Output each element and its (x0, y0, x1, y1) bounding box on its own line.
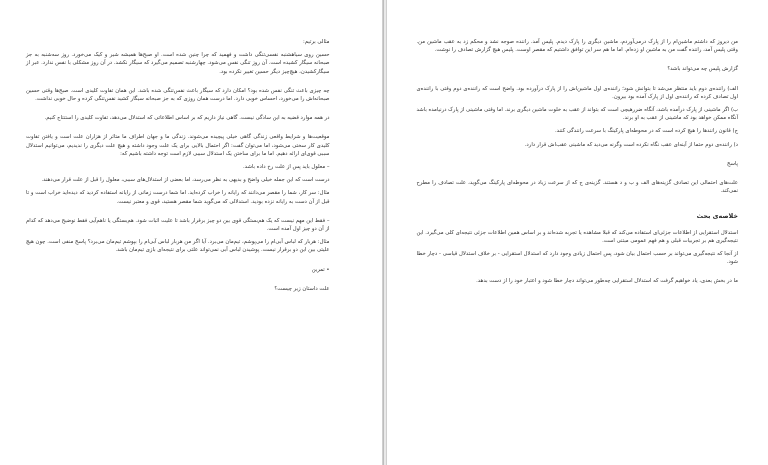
paragraph: استدلال استقرایی از اطلاعات جزئی‌ای استفاده می‌کند که قبلا مشاهده یا تجربه شده‌اند و بر اساس همین اطلاعات جزئی نتیجه‌ای کلی می‌گیرد. این نتیجه‌گیری هم بر تجربیات قبلی و هم فهم عمومی مبتنی است. (416, 229, 738, 244)
example-paragraph: مثال: هربار که لباس آبی‌ام را می‌پوشم، تیم‌مان می‌برد. آیا اگر من هربار لباس آبی‌ام را بپوشم تیم‌مان می‌برد؟ پاسخ منفی است. چون هیچ علیتی بین این دو برقرار نیست. پوشیدن لباس آبی نمی‌تواند علتی برای نتیجه‌ای بازی تیم‌مان باشد. (26, 239, 330, 254)
option-b: ب) اگر ماشینی از پارک درآمده باشد، آنگاه ضرر‌هیچی است که بتواند از عقب به خلوت ماشین دیگری برند. اما وقتی ماشینی از پارک درنیامده باشد آنگاه ممکن خواهد بود که ماشینی از عقب به او برند. (416, 107, 738, 122)
intro-label: مثالی برتیم: (302, 39, 330, 45)
paragraph: درست است که این جمله خیلی واضح و بدیهی به نظر می‌رسد، اما بعضی از استدلال‌های سببی، معلول را قبل از علت قرار می‌دهند. (41, 177, 330, 184)
option-d: د) راننده‌ی دوم حتما از آینه‌ای عقب نگاه نکرده است وگرنه می‌دید که ماشینی عقب‌اش قرار دارد. (524, 141, 738, 148)
page-gutter (383, 0, 384, 465)
paragraph: حسین روی سیاهشنبه نفسی‌تنگی داشت و فهمید که چرا چنین شده است. او صبح‌ها همیشه شیر و کیک می‌خورد. روز سه‌شنبه به جز صبحانه سیگار کشیده است. آن روز تنگی نفس می‌شود. چهارشنبه تصمیم می‌گیرد که سیگار نکشد. در آن روز مشکلی با نفس ندارد. عبر از سیگارکشیدن، هیچ‌چیز دیگر حسین تغییر نکرده بود. (26, 52, 330, 75)
paragraph: از آنجا که نتیجه‌گیری می‌تواند بر حسب احتمال بیان شود، پس احتمال زیادی وجود دارد که استدلال استقرایی - بر خلاف استدلال قیاسی - دچار خطا شود. (416, 251, 738, 266)
example-paragraph: مثال: سر کار، شما را مقصر می‌دانند که رایانه را خراب کرده‌اید. اما شما درست زمانی از رایانه استفاده کردید که دیده‌اید خراب است و تا قبل از آن دست به رایانه نزده بودید. استدلالی که می‌گوید شما مقصر هستید، قوی و معتبر نیست. (26, 190, 330, 205)
right-page-content (417, 38, 739, 291)
section-heading: خلاصه‌ی بحث (696, 212, 738, 221)
list-item: – فقط این مهم نیست که یک هم‌بستگی قوی بین دو چیز برقرار باشد تا علیت اثبات شود. هم‌بستگی یا ناهم‌آیی فقط نوضیح می‌دهد که کدام از آن دو چیز اول آمده است. (26, 217, 330, 233)
answer-text: علت‌های احتمالی این تصادف گزینه‌های الف و ب و د هستند. گزینه‌ی ج که از سرعت زیاد در محوطه‌ای پارکینگ می‌گوید، علت تصادف را مطرح نمی‌کند. (416, 180, 738, 195)
left-page-content (26, 38, 330, 298)
left-page (0, 0, 383, 465)
option-a: الف) راننده‌ی دوم باید منتظر می‌شد تا بتوانش شود؛ راننده‌ی اول ماشین‌اش را از پارک درآورده بود. واضح است که راننده‌ی دوم وقتی با راننده‌ی اول تصادف کرده که راننده‌ی اول از پارک آمده بود بیرون. (416, 85, 738, 100)
option-c: ج) قانون رانندها را هیچ کرده است که در محوطه‌ای پارکینگ با سرعت رانندگی کنند. (555, 128, 738, 135)
question-text: گزارش پلیس چه می‌تواند باشد؟ (667, 66, 738, 73)
paragraph: من دیروز که داشتم ماشین‌ام را از پارک درمی‌آوردم، ماشین دیگری را پارک دیدم. پلیس آمد. راننده صوجه نشد و محکم زد به عقب ماشین من. وقتی پلیس آمد، راننده گفت من به ماشین او زده‌ام. اما ما هم سر این توافق داشتیم که مقصر اوست. پلیس هیچ گزارش تصادف را نوشت. (416, 39, 738, 54)
list-item: – معلول باید پس از علت رخ داده باشد. (243, 164, 330, 171)
exercise-bullet: • تمرین (26, 266, 330, 274)
answer-label: پاسخ (727, 160, 738, 167)
paragraph: ما در بخش بعدی، یاد خواهیم گرفت که استدلال استقرایی چه‌طور می‌تواند دچار خطا شود و اعتبار خود را از دست بدهد. (476, 278, 738, 285)
exercise-question: علت داستان زیر چیست؟ (274, 285, 330, 292)
right-page (386, 0, 768, 465)
paragraph: موقعیت‌ها و شرایط واقعی زندگی گاهی خیلی پیچیده می‌شوند. زندگی ما و جهان اطراف ما متاثر از هزاران علت است و یافتن تفاوت کلیدی کار سختی می‌شود، اما می‌توان گفت: اگر احتمال بالایی برای یک علت وجود داشته و هیچ علت دیگری را ندیدیم، می‌توانیم استدلال سببی قوی‌ای ارائه دهیم. اما ما برای ساختن یک استدلال سببی لازم است توجه داشته باشیم که: (26, 134, 330, 157)
paragraph: چه چیزی باعث تنگی نفس شده بود؟ امکان دارد که سیگار باعث نفس‌تنگی شده باشد. این همان تفاوت کلیدی است. صبح‌ها وقتی حسین صبحانه‌اش را می‌خورد، احساس خوبی دارد. اما درست همان روزی که به جز صبحانه سیگار کشید نفس‌تنگی کرده و حال خوبی نداشت. (26, 87, 330, 103)
paragraph: در همه موارد قضیه به این سادگی نیست. گاهی نیاز داریم که بر اساس اطلاعاتی که استدلال می‌دهد، تفاوت کلیدی را استنتاج کنیم. (44, 115, 330, 122)
